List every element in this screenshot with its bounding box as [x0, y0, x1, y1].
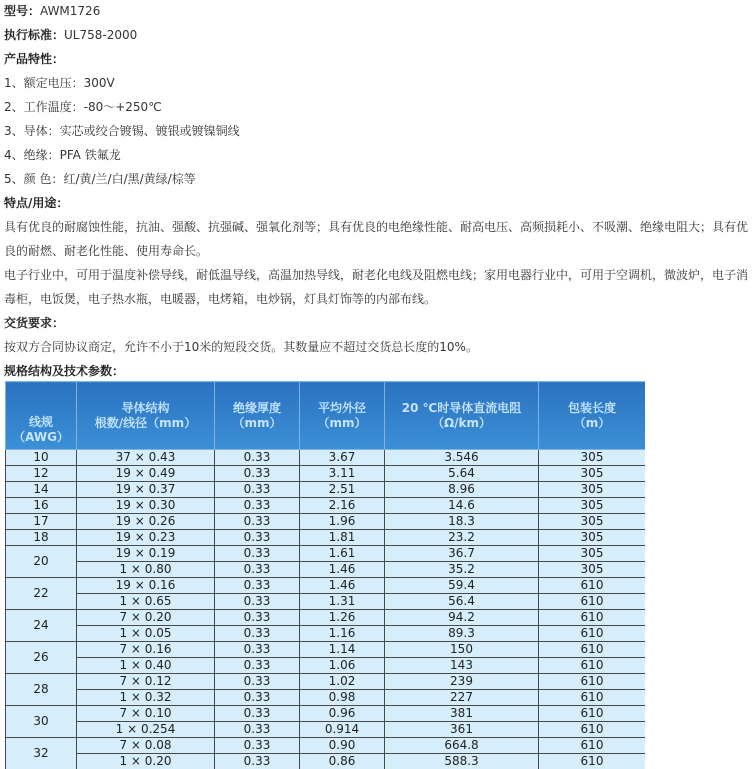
diameter-cell: 1.14 [300, 642, 385, 658]
resistance-cell: 89.3 [385, 626, 539, 642]
diameter-cell: 1.46 [300, 578, 385, 594]
insulation-cell: 0.33 [215, 594, 300, 610]
diameter-cell: 2.16 [300, 498, 385, 514]
table-row [6, 546, 646, 562]
diameter-cell: 1.81 [300, 530, 385, 546]
insulation-cell: 0.33 [215, 626, 300, 642]
header-conductor: 导体结构 根数/线径（mm） [77, 382, 215, 450]
feature-item: 3、导体：实芯或绞合镀锡、镀银或镀镍铜线 [4, 124, 240, 138]
feature-item: 2、工作温度：-80～+250℃ [4, 100, 162, 114]
conductor-cell: 7 × 0.20 [77, 610, 215, 626]
package-cell: 610 [539, 642, 646, 658]
resistance-cell: 56.4 [385, 594, 539, 610]
diameter-cell: 3.67 [300, 450, 385, 466]
table-row [6, 722, 646, 738]
insulation-cell: 0.33 [215, 578, 300, 594]
package-cell: 610 [539, 722, 646, 738]
resistance-cell: 35.2 [385, 562, 539, 578]
usage-paragraph-2: 电子行业中，可用于温度补偿导线，耐低温导线，高温加热导线，耐老化电线及阻燃电线；家用电器行业中，可用于空调机，微波炉，电子消毒柜，电饭煲，电子热水瓶，电暖器，电烤箱，电炒锅，灯具灯饰等的内部布线。 [4, 268, 749, 306]
usage-paragraph-1: 具有优良的耐腐蚀性能，抗油、强酸、抗强碱、强氧化剂等；具有优良的电绝缘性能、耐高电压、高频损耗小、不吸潮、绝缘电阻大；具有优良的耐燃、耐老化性能、使用寿命长。 [4, 220, 749, 258]
spec-table [5, 381, 645, 769]
conductor-cell: 7 × 0.12 [77, 674, 215, 690]
feature-item: 4、绝缘：PFA 铁氟龙 [4, 148, 121, 162]
diameter-cell: 0.90 [300, 738, 385, 754]
resistance-cell: 361 [385, 722, 539, 738]
table-row [6, 530, 646, 546]
conductor-cell: 37 × 0.43 [77, 450, 215, 466]
delivery-title: 交货要求： [4, 316, 65, 330]
diameter-cell: 0.914 [300, 722, 385, 738]
package-cell: 610 [539, 706, 646, 722]
header-package: 包装长度 （m） [539, 382, 646, 450]
diameter-cell: 0.96 [300, 706, 385, 722]
package-cell: 305 [539, 562, 646, 578]
table-row [6, 450, 646, 466]
package-cell: 305 [539, 466, 646, 482]
awg-cell: 24 [6, 610, 77, 642]
diameter-cell: 1.06 [300, 658, 385, 674]
insulation-cell: 0.33 [215, 498, 300, 514]
resistance-cell: 239 [385, 674, 539, 690]
usage-title: 特点/用途： [4, 196, 69, 210]
resistance-cell: 588.3 [385, 754, 539, 769]
table-row [6, 738, 646, 754]
conductor-cell: 19 × 0.30 [77, 498, 215, 514]
table-row [6, 690, 646, 706]
resistance-cell: 8.96 [385, 482, 539, 498]
insulation-cell: 0.33 [215, 674, 300, 690]
insulation-cell: 0.33 [215, 482, 300, 498]
model-value: AWM1726 [40, 4, 101, 18]
insulation-cell: 0.33 [215, 610, 300, 626]
package-cell: 305 [539, 530, 646, 546]
conductor-cell: 19 × 0.23 [77, 530, 215, 546]
insulation-cell: 0.33 [215, 722, 300, 738]
model-label: 型号： [4, 4, 41, 18]
table-row [6, 578, 646, 594]
awg-cell: 22 [6, 578, 77, 610]
conductor-cell: 1 × 0.40 [77, 658, 215, 674]
conductor-cell: 1 × 0.80 [77, 562, 215, 578]
package-cell: 305 [539, 450, 646, 466]
header-insulation: 绝缘厚度 （mm） [215, 382, 300, 450]
standard-line [4, 27, 137, 43]
diameter-cell: 1.61 [300, 546, 385, 562]
diameter-cell: 3.11 [300, 466, 385, 482]
feature-item: 1、额定电压：300V [4, 76, 115, 90]
table-row [6, 594, 646, 610]
awg-cell: 16 [6, 498, 77, 514]
resistance-cell: 381 [385, 706, 539, 722]
insulation-cell: 0.33 [215, 642, 300, 658]
conductor-cell: 19 × 0.49 [77, 466, 215, 482]
table-row [6, 562, 646, 578]
resistance-cell: 3.546 [385, 450, 539, 466]
feature-item: 5、颜 色：红/黄/兰/白/黑/黄绿/棕等 [4, 172, 196, 186]
insulation-cell: 0.33 [215, 450, 300, 466]
awg-cell: 32 [6, 738, 77, 769]
insulation-cell: 0.33 [215, 530, 300, 546]
resistance-cell: 150 [385, 642, 539, 658]
table-row [6, 466, 646, 482]
resistance-cell: 227 [385, 690, 539, 706]
package-cell: 610 [539, 594, 646, 610]
table-row [6, 498, 646, 514]
resistance-cell: 94.2 [385, 610, 539, 626]
package-cell: 610 [539, 610, 646, 626]
header-diameter: 平均外径 （mm） [300, 382, 385, 450]
table-row [6, 626, 646, 642]
diameter-cell: 1.46 [300, 562, 385, 578]
awg-cell: 30 [6, 706, 77, 738]
conductor-cell: 1 × 0.65 [77, 594, 215, 610]
resistance-cell: 59.4 [385, 578, 539, 594]
table-row [6, 482, 646, 498]
package-cell: 610 [539, 674, 646, 690]
insulation-cell: 0.33 [215, 514, 300, 530]
table-row [6, 514, 646, 530]
resistance-cell: 664.8 [385, 738, 539, 754]
awg-cell: 12 [6, 466, 77, 482]
conductor-cell: 19 × 0.19 [77, 546, 215, 562]
insulation-cell: 0.33 [215, 466, 300, 482]
insulation-cell: 0.33 [215, 562, 300, 578]
diameter-cell: 1.02 [300, 674, 385, 690]
package-cell: 305 [539, 482, 646, 498]
table-row [6, 674, 646, 690]
package-cell: 610 [539, 754, 646, 769]
resistance-cell: 143 [385, 658, 539, 674]
awg-cell: 26 [6, 642, 77, 674]
table-row [6, 642, 646, 658]
insulation-cell: 0.33 [215, 738, 300, 754]
model-line [4, 3, 100, 19]
table-row [6, 610, 646, 626]
insulation-cell: 0.33 [215, 706, 300, 722]
conductor-cell: 7 × 0.16 [77, 642, 215, 658]
conductor-cell: 19 × 0.16 [77, 578, 215, 594]
package-cell: 305 [539, 546, 646, 562]
conductor-cell: 1 × 0.32 [77, 690, 215, 706]
awg-cell: 14 [6, 482, 77, 498]
diameter-cell: 1.96 [300, 514, 385, 530]
conductor-cell: 19 × 0.37 [77, 482, 215, 498]
package-cell: 610 [539, 626, 646, 642]
resistance-cell: 36.7 [385, 546, 539, 562]
insulation-cell: 0.33 [215, 658, 300, 674]
table-row [6, 658, 646, 674]
delivery-text: 按双方合同协议商定，允许不小于10米的短段交货。其数量应不超过交货总长度的10%。 [4, 340, 478, 354]
package-cell: 305 [539, 514, 646, 530]
diameter-cell: 0.86 [300, 754, 385, 769]
conductor-cell: 1 × 0.05 [77, 626, 215, 642]
features-title: 产品特性： [4, 52, 65, 66]
standard-label: 执行标准： [4, 28, 65, 42]
diameter-cell: 2.51 [300, 482, 385, 498]
insulation-cell: 0.33 [215, 690, 300, 706]
awg-cell: 18 [6, 530, 77, 546]
package-cell: 610 [539, 578, 646, 594]
package-cell: 610 [539, 690, 646, 706]
conductor-cell: 1 × 0.254 [77, 722, 215, 738]
package-cell: 610 [539, 738, 646, 754]
diameter-cell: 1.16 [300, 626, 385, 642]
insulation-cell: 0.33 [215, 754, 300, 769]
package-cell: 610 [539, 658, 646, 674]
conductor-cell: 7 × 0.08 [77, 738, 215, 754]
resistance-cell: 23.2 [385, 530, 539, 546]
header-resistance: 20 ℃时导体直流电阻 （Ω/km） [385, 382, 539, 450]
insulation-cell: 0.33 [215, 546, 300, 562]
table-row [6, 754, 646, 769]
awg-cell: 20 [6, 546, 77, 578]
header-awg: 线规 （AWG） [6, 382, 77, 450]
conductor-cell: 7 × 0.10 [77, 706, 215, 722]
conductor-cell: 19 × 0.26 [77, 514, 215, 530]
awg-cell: 28 [6, 674, 77, 706]
resistance-cell: 5.64 [385, 466, 539, 482]
standard-value: UL758-2000 [64, 28, 138, 42]
diameter-cell: 1.26 [300, 610, 385, 626]
package-cell: 305 [539, 498, 646, 514]
resistance-cell: 14.6 [385, 498, 539, 514]
diameter-cell: 0.98 [300, 690, 385, 706]
awg-cell: 10 [6, 450, 77, 466]
table-row [6, 706, 646, 722]
diameter-cell: 1.31 [300, 594, 385, 610]
spec-table-wrapper [5, 381, 645, 769]
awg-cell: 17 [6, 514, 77, 530]
spec-table-body [6, 450, 646, 769]
conductor-cell: 1 × 0.20 [77, 754, 215, 769]
resistance-cell: 18.3 [385, 514, 539, 530]
spec-table-header-row [6, 382, 646, 450]
spec-title: 规格结构及技术参数： [4, 364, 125, 378]
